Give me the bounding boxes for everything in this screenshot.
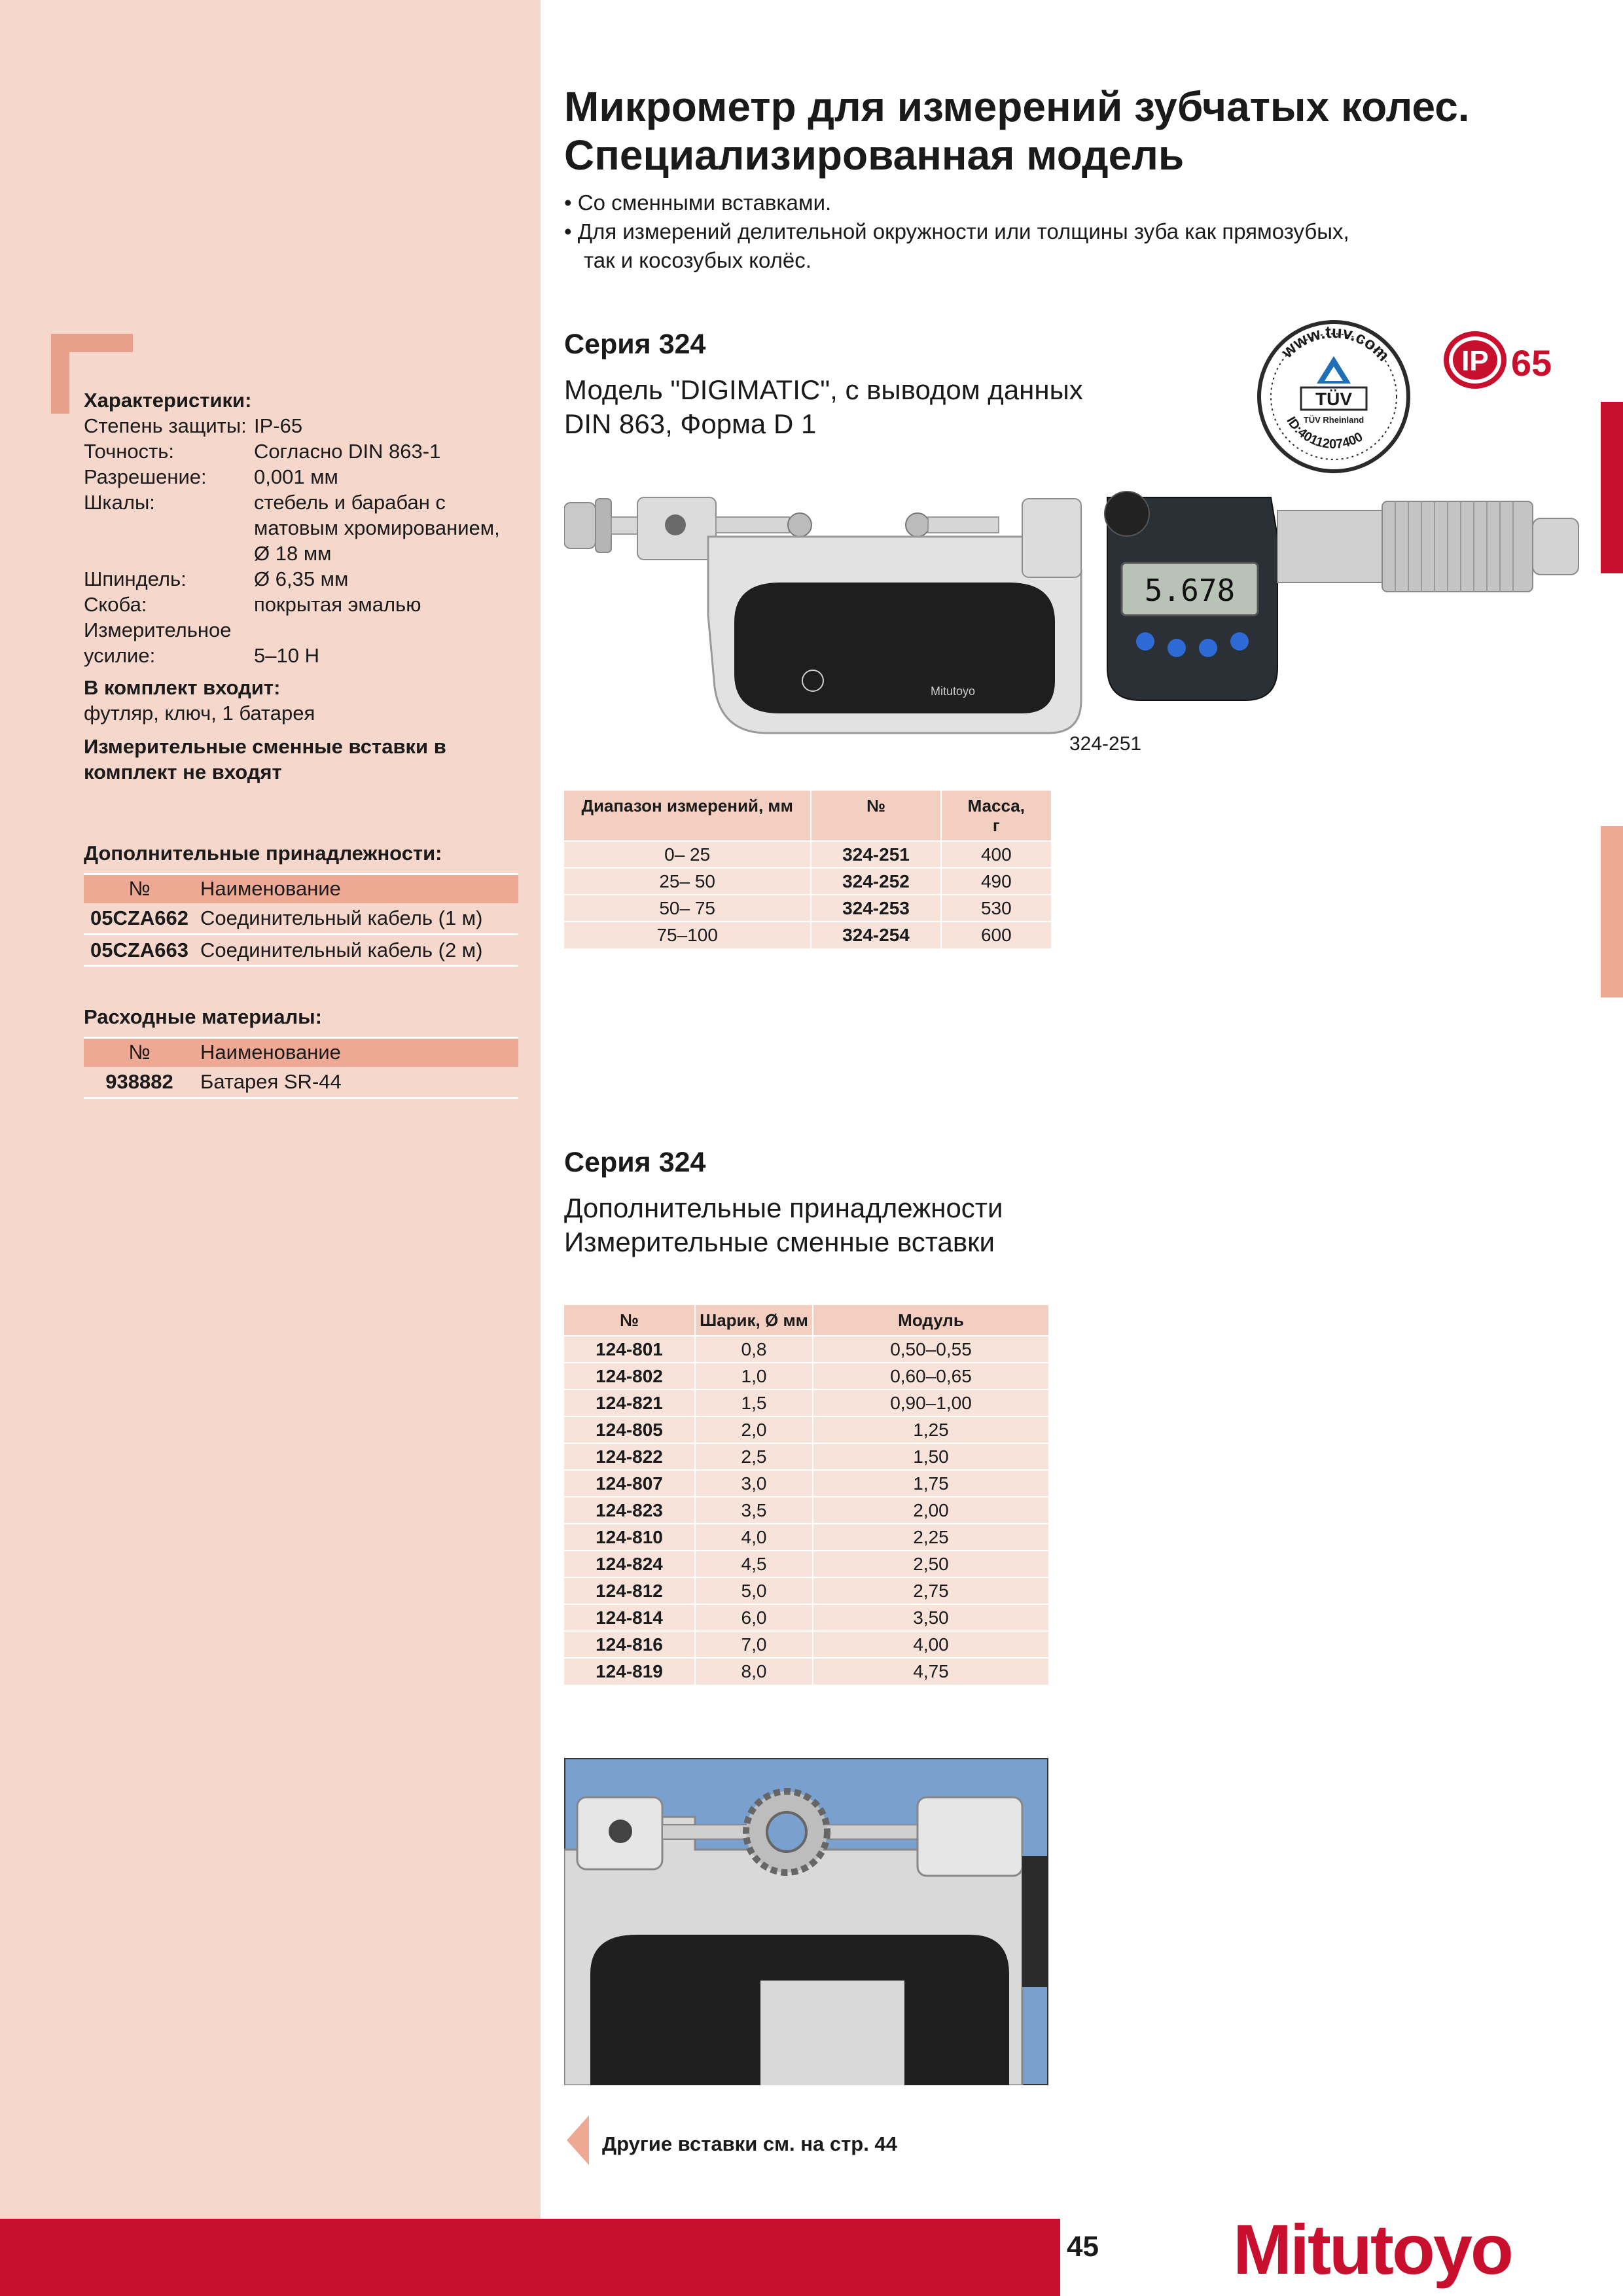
consumables-heading: Расходные материалы: — [84, 1005, 322, 1028]
spec-key: Точность: — [84, 440, 175, 463]
spec-row — [84, 439, 522, 464]
spec-value: стебель и барабан с матовым хромированием, Ø 18 мм — [254, 491, 500, 565]
table-header-row — [564, 791, 1051, 841]
kit-text: футляр, ключ, 1 батарея — [84, 702, 315, 725]
column-header: Шарик, Ø мм — [695, 1305, 813, 1336]
module-cell: 1,50 — [813, 1443, 1048, 1470]
module-cell: 0,90–1,00 — [813, 1390, 1048, 1416]
table-row — [564, 1390, 1048, 1416]
feature-text: Со сменными вставками. — [577, 190, 832, 215]
module-cell: 3,50 — [813, 1604, 1048, 1631]
svg-text:Mitutoyo: Mitutoyo — [931, 685, 976, 698]
spec-value: IP-65 — [254, 414, 303, 437]
range-cell: 50– 75 — [564, 895, 811, 922]
feature-list — [564, 188, 1415, 275]
spec-key: Степень защиты: — [84, 414, 247, 437]
part-number: 938882 — [84, 1067, 195, 1098]
corner-mark — [51, 334, 69, 414]
spec-key: Шкалы: — [84, 491, 155, 514]
module-cell: 2,00 — [813, 1497, 1048, 1524]
ball-diameter: 2,0 — [695, 1416, 813, 1443]
column-header: Наименование — [195, 1038, 518, 1067]
table-row — [564, 1443, 1048, 1470]
not-included-note: Измерительные сменные вставки в комплект не входят — [84, 735, 446, 783]
section-tab — [1601, 402, 1623, 573]
series-title: Серия 324 — [564, 329, 706, 360]
ball-diameter: 3,0 — [695, 1470, 813, 1497]
module-cell: 0,50–0,55 — [813, 1336, 1048, 1363]
part-number: 05CZA663 — [84, 935, 195, 966]
table-row — [84, 935, 518, 966]
series-subtitle — [564, 373, 1153, 441]
accessories-heading: Дополнительные принадлежности: — [84, 842, 442, 865]
column-header: Диапазон измерений, мм — [564, 791, 811, 841]
insert-number: 124-823 — [564, 1497, 695, 1524]
part-number: 05CZA662 — [84, 903, 195, 935]
spec-row — [84, 490, 522, 566]
table-row — [564, 841, 1051, 868]
spec-value: покрытая эмалью — [254, 593, 421, 616]
table-row — [564, 1577, 1048, 1604]
ball-diameter: 1,5 — [695, 1390, 813, 1416]
table-row — [564, 1416, 1048, 1443]
insert-number: 124-812 — [564, 1577, 695, 1604]
series-title: Серия 324 — [564, 1147, 706, 1178]
column-header: № — [811, 791, 940, 841]
ip65-badge — [1441, 327, 1559, 393]
insert-number: 124-805 — [564, 1416, 695, 1443]
insert-number: 124-824 — [564, 1551, 695, 1577]
mass-cell: 530 — [941, 895, 1051, 922]
ball-diameter: 1,0 — [695, 1363, 813, 1390]
table-row — [564, 1658, 1048, 1685]
range-cell: 75–100 — [564, 922, 811, 948]
table-row — [564, 1524, 1048, 1551]
table-header-row — [84, 1038, 518, 1067]
feature-bullet: • Со сменными вставками. — [564, 190, 832, 215]
ip-label: IP — [1461, 345, 1489, 377]
ball-diameter: 8,0 — [695, 1658, 813, 1685]
spec-value: Согласно DIN 863-1 — [254, 440, 441, 463]
spec-row — [84, 464, 522, 490]
insert-number: 124-802 — [564, 1363, 695, 1390]
mass-cell: 600 — [941, 922, 1051, 948]
subtitle-line: Модель "DIGIMATIC", с выводом данных — [564, 374, 1083, 405]
table-row — [564, 1631, 1048, 1658]
table-row — [564, 1363, 1048, 1390]
spec-key: Измерительное усилие: — [84, 619, 232, 667]
photo-caption: 324-251 — [1069, 733, 1142, 755]
range-cell: 0– 25 — [564, 841, 811, 868]
spec-value: 5–10 Н — [254, 644, 319, 667]
part-name: Батарея SR-44 — [195, 1067, 518, 1098]
ball-diameter: 3,5 — [695, 1497, 813, 1524]
subtitle-line: Измерительные сменные вставки — [564, 1227, 995, 1257]
insert-number: 124-810 — [564, 1524, 695, 1551]
section-tab — [1601, 826, 1623, 997]
tuv-url: www.tuv.com — [1277, 321, 1394, 365]
insert-number: 124-801 — [564, 1336, 695, 1363]
lcd-reading: 5.678 — [1144, 573, 1236, 608]
table-row — [564, 922, 1051, 948]
subtitle-line: Дополнительные принадлежности — [564, 1193, 1003, 1223]
module-cell: 1,25 — [813, 1416, 1048, 1443]
title-line: Специализированная модель — [564, 132, 1185, 179]
insert-number: 124-814 — [564, 1604, 695, 1631]
specs-heading: Характеристики: — [84, 389, 252, 412]
note-arrow-icon — [567, 2115, 589, 2165]
table-row — [564, 1336, 1048, 1363]
spec-row — [84, 566, 522, 592]
cross-reference-note: Другие вставки см. на стр. 44 — [602, 2132, 897, 2155]
ball-diameter: 0,8 — [695, 1336, 813, 1363]
column-header: № — [84, 874, 195, 903]
table-row — [564, 1604, 1048, 1631]
ball-diameter: 2,5 — [695, 1443, 813, 1470]
part-name: Соединительный кабель (1 м) — [195, 903, 518, 935]
column-header: № — [564, 1305, 695, 1336]
range-cell: 25– 50 — [564, 868, 811, 895]
footer-bar — [0, 2219, 1060, 2296]
spec-key: Скоба: — [84, 593, 147, 616]
feature-text: Для измерений делительной окружности или толщины зуба как прямозубых, так и косозубых колёс. — [577, 219, 1349, 272]
module-cell: 2,75 — [813, 1577, 1048, 1604]
part-name: Соединительный кабель (2 м) — [195, 935, 518, 966]
insert-number: 124-821 — [564, 1390, 695, 1416]
digital-micrometer-photo — [564, 484, 1585, 746]
model-number: 324-253 — [811, 895, 940, 922]
series-subtitle — [564, 1191, 1153, 1259]
feature-bullet: • Для измерений делительной окружности или толщины зуба как прямозубых, так и косозубых колёс. — [564, 219, 1349, 272]
title-line: Микрометр для измерений зубчатых колес. — [564, 83, 1470, 130]
gear-measurement-photo — [564, 1758, 1048, 2085]
module-cell: 4,00 — [813, 1631, 1048, 1658]
table-row — [564, 1551, 1048, 1577]
ball-diameter: 4,5 — [695, 1551, 813, 1577]
tuv-certification-badge — [1255, 318, 1412, 475]
spec-key: Разрешение: — [84, 465, 207, 488]
table-row — [564, 1497, 1048, 1524]
table-row — [564, 868, 1051, 895]
specs-block — [84, 387, 522, 785]
ball-diameter: 6,0 — [695, 1604, 813, 1631]
models-table — [564, 791, 1051, 948]
mass-cell: 400 — [941, 841, 1051, 868]
model-number: 324-251 — [811, 841, 940, 868]
insert-number: 124-819 — [564, 1658, 695, 1685]
module-cell: 2,25 — [813, 1524, 1048, 1551]
insert-number: 124-822 — [564, 1443, 695, 1470]
page-title — [564, 82, 1480, 179]
module-cell: 1,75 — [813, 1470, 1048, 1497]
ball-diameter: 7,0 — [695, 1631, 813, 1658]
ip-value: 65 — [1510, 342, 1552, 384]
ball-diameter: 5,0 — [695, 1577, 813, 1604]
mass-cell: 490 — [941, 868, 1051, 895]
kit-heading: В комплект входит: — [84, 676, 281, 699]
table-header-row — [564, 1305, 1048, 1336]
column-header: № — [84, 1038, 195, 1067]
consumables-table — [84, 1037, 518, 1099]
tuv-id: ID:4011207400 — [1283, 414, 1366, 452]
tuv-name: TÜV Rheinland — [1303, 415, 1364, 425]
module-cell: 2,50 — [813, 1551, 1048, 1577]
column-header: Модуль — [813, 1305, 1048, 1336]
spec-value: 0,001 мм — [254, 465, 338, 488]
column-header: Масса, г — [941, 791, 1051, 841]
spec-row — [84, 617, 522, 668]
accessories-table — [84, 873, 518, 967]
tuv-mark: TÜV — [1315, 389, 1352, 409]
mitutoyo-logo: Mitutoyo — [1233, 2210, 1512, 2289]
subtitle-line: DIN 863, Форма D 1 — [564, 408, 817, 439]
table-row — [84, 1067, 518, 1098]
spec-value: Ø 6,35 мм — [254, 567, 349, 590]
module-cell: 0,60–0,65 — [813, 1363, 1048, 1390]
spec-row — [84, 592, 522, 617]
ball-diameter: 4,0 — [695, 1524, 813, 1551]
table-row — [564, 895, 1051, 922]
inserts-table-body — [564, 1336, 1048, 1685]
inserts-table — [564, 1305, 1048, 1685]
insert-number: 124-816 — [564, 1631, 695, 1658]
page-number: 45 — [1067, 2231, 1099, 2263]
insert-number: 124-807 — [564, 1470, 695, 1497]
model-number: 324-252 — [811, 868, 940, 895]
spec-row — [84, 413, 522, 439]
table-row — [84, 903, 518, 935]
column-header: Наименование — [195, 874, 518, 903]
table-row — [564, 1470, 1048, 1497]
model-number: 324-254 — [811, 922, 940, 948]
table-header-row — [84, 874, 518, 903]
spec-key: Шпиндель: — [84, 567, 187, 590]
module-cell: 4,75 — [813, 1658, 1048, 1685]
